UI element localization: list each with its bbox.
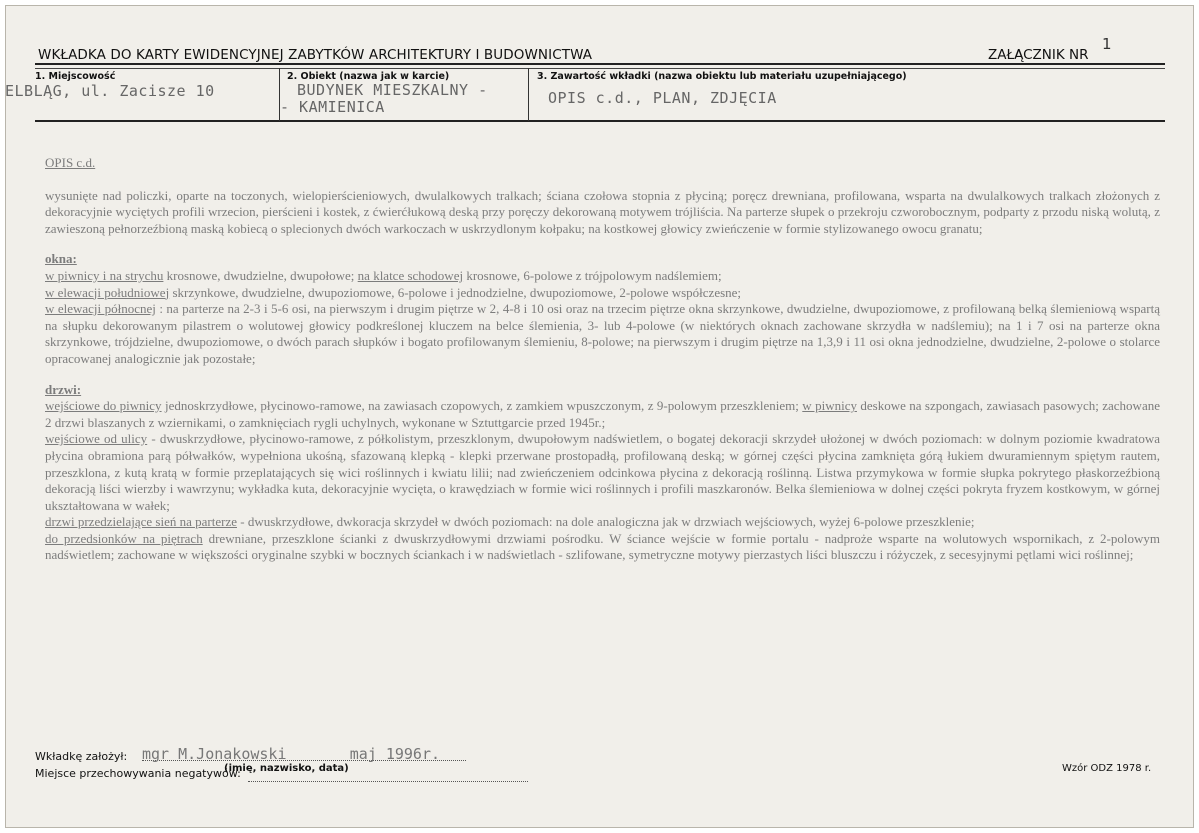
windows-heading: okna: (45, 251, 77, 267)
header-rule-top (35, 63, 1165, 65)
negatives-label: Miejsce przechowywania negatywów: (35, 767, 241, 780)
made-by-value: mgr M.Jonakowski maj 1996r. (142, 745, 441, 763)
field-2-value-line2: - KAMIENICA (280, 98, 385, 116)
fields-rule-bottom (35, 120, 1165, 122)
doors-item-basement-text: jednoskrzydłowe, płycinowo-ramowe, na zawiasach czopowych, z zamkiem wpuszczonym, z 9-polowym przeszkleniem; (161, 398, 803, 414)
doors-item-hall-text: - dwuskrzydłowe, dwkoracja skrzydeł w dwóch poziomach: na dole analogiczna jak w drzwiach wejściowych, wyżej 6-polowe przeszklenie; (237, 514, 975, 530)
doors-item-vestibules-term: do przedsionków na piętrach (45, 530, 203, 546)
doors-item-vestibules-text: drewniane, przeszklone ścianki z dwuskrzydłowymi drzwiami pośrodku. W ściance wejście w formie portalu - nadproże wsparte na wolutowych wspornikach, z 2-polowym nadświetlem; zachowane w większości oryginalne szybki w bocznych ściankach i w nadświetlach - szlifowane, symetryczne motywy pierzastych liści bluszczu i różyczek, z secesyjnymi pętlami wici roślinnej; (45, 530, 1161, 563)
field-separator-2 (528, 68, 529, 121)
doors-item-in-basement-term: w piwnicy (802, 398, 857, 414)
document-sheet (5, 5, 1194, 828)
doors-item-street-text: - dwuskrzydłowe, płycinowo-ramowe, z półkolistym, przeszklonym, dwupołowym nadświetlem, o bogatej dekoracji skrzydeł ułożonej w dwóch poziomach: w dolnym poziomie kwadratowa płycina obramiona parą półwałków, wypełniona ukośną, sfazowaną klepką - klepki przerwane prostopadłą, profilowaną deską; w górnej części płycina zamknięta górą łukiem dwuramiennym spiętym rautem, przeszklona, z kutą kratą w formie przeplatających się wici roślinnych i kwiatu lilii; nad zwieńczeniem odcinkowa płycina z dekoracją roślinną. Listwa przymykowa w formie słupka pokrytego płaskorzeźbioną dekoracją liści wierzby i wawrzynu; wykładka kuta, dekoracyjnie wycięta, o krawędziach w formie wici roślinnych i profili maszkaronów. Belka ślemieniowa w dolnej części pokryta fryzem kostkowym, w górnej ukształtowana w wałek; (45, 431, 1160, 513)
header-rule-sub (35, 68, 1165, 69)
description-heading: OPIS c.d. (45, 155, 96, 170)
made-by-label: Wkładkę założył: (35, 750, 128, 763)
windows-item-staircase-term: na klatce schodowej (357, 267, 464, 283)
form-title: WKŁADKA DO KARTY EWIDENCYJNEJ ZABYTKÓW ARCHITEKTURY I BUDOWNICTWA (38, 47, 593, 63)
windows-item-basement-text: krosnowe, dwudzielne, dwupołowe; (163, 267, 358, 283)
windows-item-staircase-text: krosnowe, 6-polowe z trójpolowym nadślemiem; (463, 267, 722, 283)
doors-item-basement (45, 398, 1160, 431)
stairs-paragraph: wysunięte nad policzki, oparte na toczonych, wielopierścieniowych, dwulalkowych tralkach; ściana czołowa stopnia z płyciną; poręcz drewniana, profilowana, wsparta na dwulalkowych tralkach złożonych z dekoracyjnie wyciętych profili wrzecion, pierścieni i kostek, z ćwierćłukową deską przy poręczy dekorowaną motywem trójliścia. Na parterze słupek o przekroju czworobocznym, podparty z przodu niską wolutą, z zawieszoną pełnorzeźbioną maską kobiecą o splecionych dwóch warkoczach w uskrzydlonym kołpaku; na kostkowej głowicy zwieńczenie w formie stylizowanego owocu granatu; (45, 187, 1160, 236)
windows-item-basement (45, 268, 1160, 285)
field-3-value: OPIS c.d., PLAN, ZDJĘCIA (548, 89, 777, 107)
windows-item-basement-term: w piwnicy i na strychu (45, 267, 164, 283)
windows-item-south (45, 285, 1160, 302)
doors-heading: drzwi: (45, 381, 82, 397)
windows-item-north-term: w elewacji północnej (45, 301, 156, 317)
doors-item-street-term: wejściowe od ulicy (45, 431, 148, 447)
annex-number: 1 (1102, 35, 1112, 53)
field-1-value: ELBLĄG, ul. Zacisze 10 (5, 82, 215, 100)
doors-item-hall (45, 514, 1160, 531)
windows-item-north-text: : na parterze na 2-3 i 5-6 osi, na pierwszym i drugim piętrze w 2, 4-8 i 10 osi oraz na trzecim piętrze okna skrzynkowe, dwudzielne, dwupoziomowe, z profilowaną belką ślemieniową wspartą na słupku dekorowanym pilastrem o wolutowej głowicy podkreślonej kluczem na belce ślemienia, 3- lub 4-polowe (w niektórych oknach zachowane skrzydła w nadślemiu); na 1 i 7 osi na parterze okna skrzynkowe, trójdzielne, dwupoziomowe, o dwóch parach słupków i bogato profilowanym ślemieniu, 8-polowe; na pierwszym i drugim piętrze na 1,3,9 i 11 osi okna jednodzielne, dwudzielne, 2-polowe o stolarce opracowanej analogicznie jak pozostałe; (45, 301, 1160, 366)
doors-item-vestibules (45, 531, 1160, 564)
negatives-dotted-line (248, 781, 528, 782)
windows-item-north (45, 301, 1160, 367)
field-1-label: 1. Miejscowość (35, 71, 116, 82)
made-by-caption: (imię, nazwisko, data) (224, 763, 349, 774)
windows-item-south-text: skrzynkowe, dwudzielne, dwupoziomowe, 6-polowe i jednodzielne, dwupoziomowe, 2-polowe współczesne; (169, 284, 742, 300)
field-2-value-line1: BUDYNEK MIESZKALNY - (297, 81, 488, 99)
windows-item-south-term: w elewacji południowej (45, 284, 170, 300)
field-2-label: 2. Obiekt (nazwa jak w karcie) (287, 71, 450, 82)
doors-item-basement-term: wejściowe do piwnicy (45, 398, 162, 414)
form-reference: Wzór ODZ 1978 r. (1062, 763, 1152, 774)
doors-item-hall-term: drzwi przedzielające sień na parterze (45, 514, 237, 530)
doors-item-street (45, 431, 1160, 514)
description-body (45, 155, 1160, 564)
annex-label: ZAŁĄCZNIK NR (988, 47, 1089, 63)
doors-item-in-basement-text: deskowe na szpongach, zawiasach pasowych; zachowane 2 drzwi blaszanych z wziernikami, o zamknięciach rygli uchylnych, wykonane w Sztuttgarcie przed 1945r.; (45, 398, 1160, 430)
field-3-label: 3. Zawartość wkładki (nazwa obiektu lub materiału uzupełniającego) (537, 71, 907, 82)
